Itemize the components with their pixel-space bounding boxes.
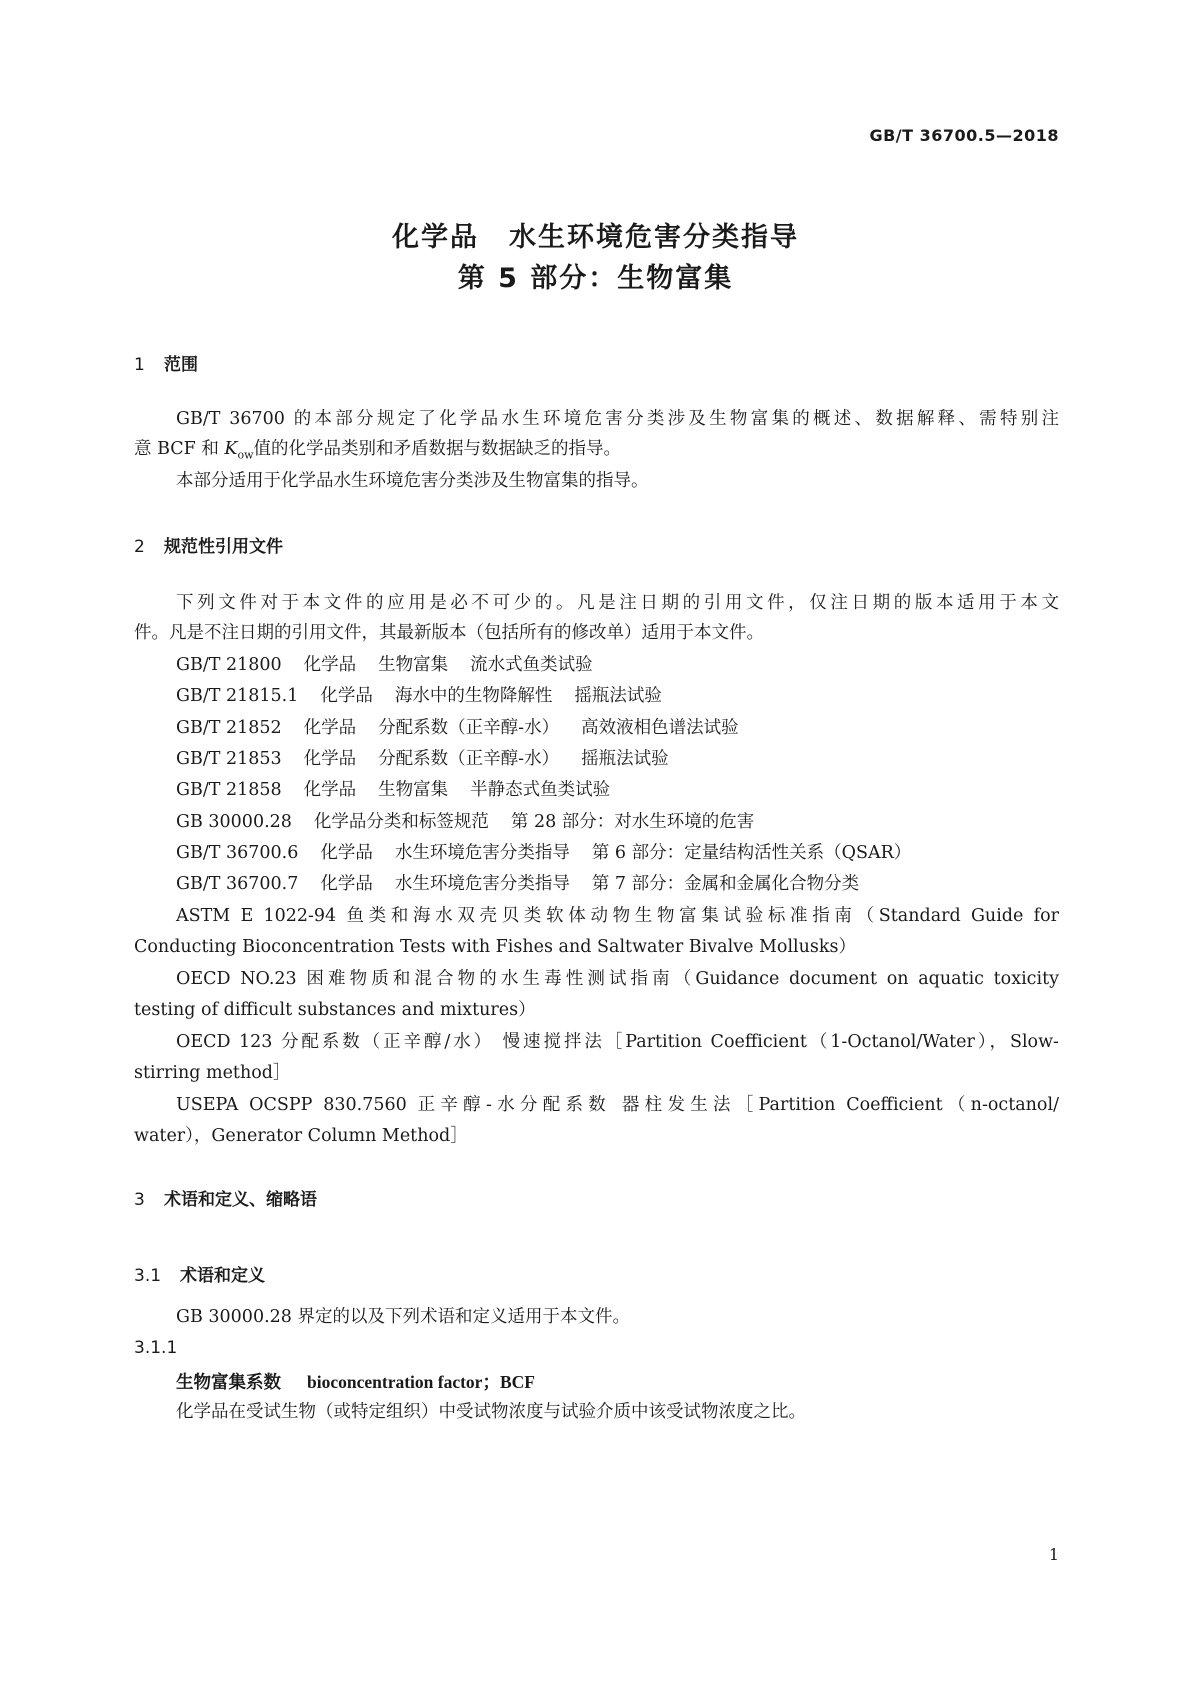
- section-1-title: 范围: [164, 355, 198, 375]
- section-3-1-heading: [134, 1261, 265, 1286]
- section-3-number: 3: [134, 1190, 145, 1210]
- scope-text-b: 值的化学品类别和矛盾数据与数据缺乏的指导。: [253, 439, 622, 459]
- title-line-2: 第 5 部分：生物富集: [457, 263, 734, 294]
- title-part-b: 水生环境危害分类指导: [509, 222, 799, 253]
- reference-oecd123-line-1: OECD 123 分配系数（正辛醇/水） 慢速搅拌法［Partition Coefficient（1-Octanol/Water），Slow-: [176, 1032, 1059, 1052]
- page-number: 1: [1048, 1545, 1059, 1564]
- section-2-number: 2: [134, 537, 145, 557]
- reference-item: GB/T 21853 化学品 分配系数（正辛醇-水） 摇瓶法试验: [176, 749, 669, 769]
- kow-subscript: ow: [237, 448, 254, 462]
- reference-astm-line-1: ASTM E 1022-94 鱼类和海水双壳贝类软体动物生物富集试验标准指南（Standard Guide for: [176, 906, 1059, 926]
- scope-para-2: 本部分适用于化学品水生环境危害分类涉及生物富集的指导。: [176, 471, 649, 491]
- scope-text-a: 意 BCF 和: [134, 439, 219, 459]
- section-2-title: 规范性引用文件: [164, 537, 283, 557]
- terms-intro: GB 30000.28 界定的以及下列术语和定义适用于本文件。: [176, 1307, 630, 1327]
- reference-oecd123-line-2: stirring method］: [134, 1063, 291, 1083]
- reference-item: GB/T 36700.7 化学品 水生环境危害分类指导 第 7 部分：金属和金属化合物分类: [176, 874, 860, 894]
- title-part-a: 化学品: [392, 222, 479, 253]
- section-3-1-title: 术语和定义: [180, 1266, 265, 1286]
- kow-symbol: K: [224, 439, 238, 459]
- reference-astm-line-2: Conducting Bioconcentration Tests with Fishes and Saltwater Bivalve Mollusks）: [134, 937, 856, 957]
- reference-item: GB/T 21858 化学品 生物富集 半静态式鱼类试验: [176, 780, 611, 800]
- reference-usepa-line-2: water），Generator Column Method］: [134, 1126, 468, 1146]
- reference-item: GB 30000.28 化学品分类和标签规范 第 28 部分：对水生环境的危害: [176, 812, 755, 832]
- section-3-title: 术语和定义、缩略语: [164, 1190, 317, 1210]
- section-2-heading: [134, 532, 283, 557]
- section-1-number: 1: [134, 355, 145, 375]
- refs-intro-line-2: 件。凡是不注日期的引用文件，其最新版本（包括所有的修改单）适用于本文件。: [134, 623, 764, 643]
- term-number: 3.1.1: [134, 1338, 178, 1358]
- reference-oecd23-line-2: testing of difficult substances and mixtures）: [134, 1000, 536, 1020]
- section-1-heading: [134, 350, 198, 375]
- term-chinese: 生物富集系数: [176, 1373, 281, 1393]
- standard-number: GB/T 36700.5—2018: [869, 126, 1059, 145]
- reference-item: GB/T 21800 化学品 生物富集 流水式鱼类试验: [176, 655, 593, 675]
- reference-item: GB/T 21852 化学品 分配系数（正辛醇-水） 高效液相色谱法试验: [176, 718, 739, 738]
- term-definition: 化学品在受试生物（或特定组织）中受试物浓度与试验介质中该受试物浓度之比。: [176, 1402, 806, 1422]
- term-english: bioconcentration factor；BCF: [307, 1372, 535, 1392]
- reference-item: GB/T 36700.6 化学品 水生环境危害分类指导 第 6 部分：定量结构活性关系（QSAR）: [176, 843, 912, 863]
- scope-para-line-2: [134, 438, 1059, 467]
- refs-intro-line-1: 下列文件对于本文件的应用是必不可少的。凡是注日期的引用文件，仅注日期的版本适用于本文: [176, 593, 1059, 613]
- section-3-heading: [134, 1185, 317, 1210]
- title-line-1: [0, 215, 1191, 254]
- term-heading: [176, 1369, 535, 1394]
- reference-item: GB/T 21815.1 化学品 海水中的生物降解性 摇瓶法试验: [176, 686, 662, 706]
- reference-oecd23-line-1: OECD NO.23 困难物质和混合物的水生毒性测试指南（Guidance document on aquatic toxicity: [176, 969, 1059, 989]
- reference-usepa-line-1: USEPA OCSPP 830.7560 正辛醇-水分配系数 器柱发生法［Partition Coefficient（n-octanol/: [176, 1095, 1059, 1115]
- section-3-1-number: 3.1: [134, 1266, 162, 1286]
- scope-para-line-1: GB/T 36700 的本部分规定了化学品水生环境危害分类涉及生物富集的概述、数据解释、需特别注: [176, 409, 1059, 429]
